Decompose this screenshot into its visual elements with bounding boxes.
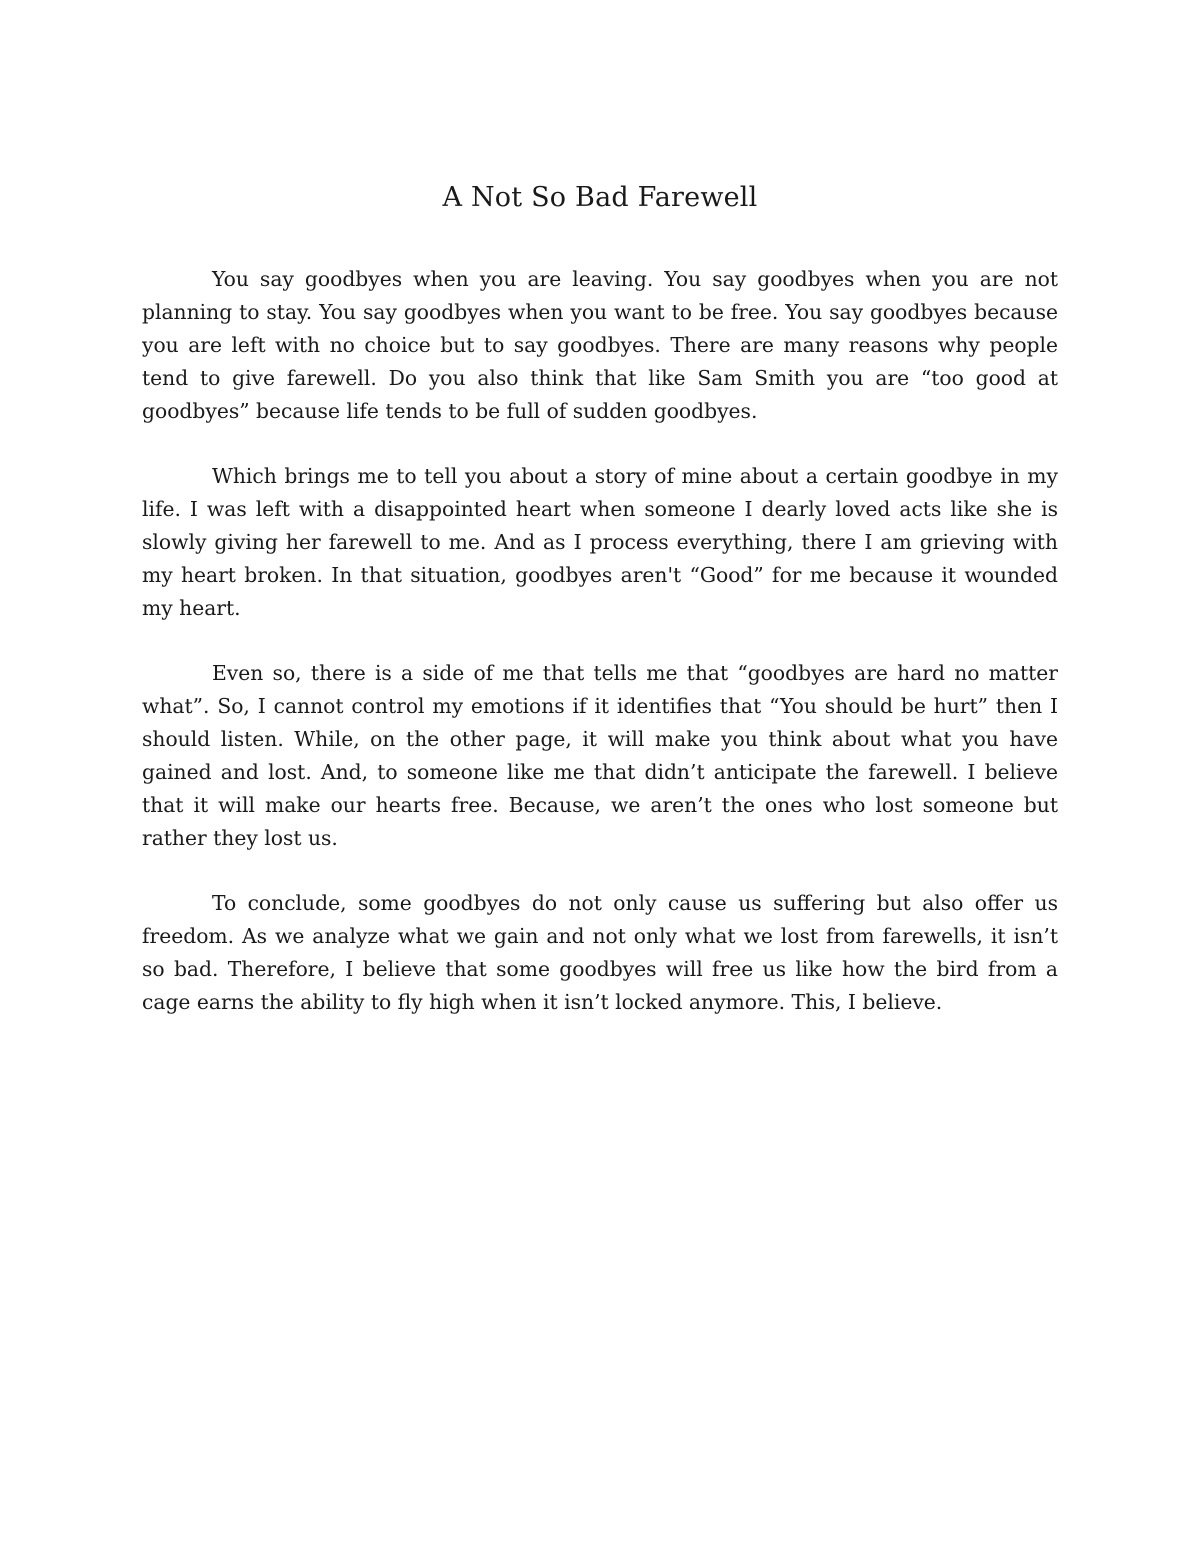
- paragraph-2: Which brings me to tell you about a story of mine about a certain goodbye in my life. I was left with a disappointed heart when someone I dearly loved acts like she is slowly giving her farewell to me. And as I process everything, there I am grieving with my heart broken. In that situation, goodbyes aren't “Good” for me because it wounded my heart.: [142, 464, 1058, 620]
- document-title: A Not So Bad Farewell: [442, 182, 758, 213]
- paragraph-1: You say goodbyes when you are leaving. You say goodbyes when you are not planning to stay. You say goodbyes when you want to be free. You say goodbyes because you are left with no choice but to say goodbyes. There are many reasons why people tend to give farewell. Do you also think that like Sam Smith you are “too good at goodbyes” because life tends to be full of sudden goodbyes.: [142, 267, 1058, 423]
- paragraph-3: Even so, there is a side of me that tells me that “goodbyes are hard no matter what”. So, I cannot control my emotions if it identifies that “You should be hurt” then I should listen. While, on the other page, it will make you think about what you have gained and lost. And, to someone like me that didn’t anticipate the farewell. I believe that it will make our hearts free. Because, we aren’t the ones who lost someone but rather they lost us.: [142, 661, 1058, 850]
- paragraph-4: To conclude, some goodbyes do not only cause us suffering but also offer us freedom. As we analyze what we gain and not only what we lost from farewells, it isn’t so bad. Therefore, I believe that some goodbyes will free us like how the bird from a cage earns the ability to fly high when it isn’t locked anymore. This, I believe.: [142, 891, 1058, 1014]
- document-body: [142, 263, 1058, 1051]
